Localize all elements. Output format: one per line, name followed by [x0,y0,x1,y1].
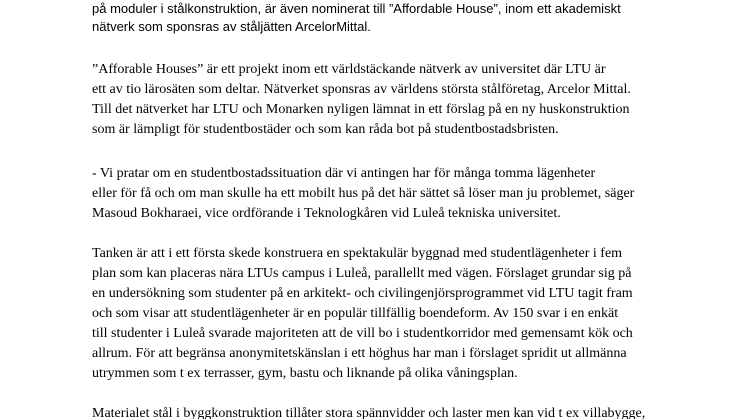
paragraph-quote [92,164,712,224]
text-line: ett av tio lärosäten som deltar. Nätverket sponsras av världens största stålföretag, Arcelor Mittal. [92,82,631,97]
paragraph-affordable-houses [92,60,712,140]
text-line: ”Afforable Houses” är ett projekt inom ett världstäckande nätverk av universitet där LTU är [92,62,606,77]
text-line: Tanken är att i ett första skede konstruera en spektakulär byggnad med studentlägenheter i fem [92,246,623,261]
text-line: och som visar att studentlägenheter är en populär tillfällig boendeform. Av 150 svar i en enkät [92,306,619,321]
text-line: - Vi pratar om en studentbostadssituation där vi antingen har för många tomma lägenheter [92,166,596,181]
text-line: eller för få och om man skulle ha ett mobilt hus på det här sättet så löser man ju problemet, säger [92,186,635,201]
paragraph-plan [92,244,712,384]
text-line: Materialet stål i byggkonstruktion tillåter stora spännvidder och laster men kan vid t ex villabygge, [92,406,646,419]
text-line: en undersökning som studenter på en arkitekt- och civilingenjörsprogrammet vid LTU tagit fram [92,286,633,301]
text-line: som är lämpligt för studentbostäder och som kan råda bot på studentbostadsbristen. [92,122,559,137]
text-line: till studenter i Luleå svarade majoriteten att de vill bo i studentkorridor med gemensamt kök och [92,326,633,341]
intro-text [92,0,712,36]
text-line: utrymmen som t ex terrasser, gym, bastu och liknande på olika våningsplan. [92,366,518,381]
text-line: Till det nätverket har LTU och Monarken nyligen lämnat in ett förslag på en ny huskonstruktion [92,102,630,117]
text-line: Masoud Bokharaei, vice ordförande i Teknologkåren vid Luleå tekniska universitet. [92,206,561,221]
text-line: plan som kan placeras nära LTUs campus i Luleå, parallellt med vägen. Förslaget grundar sig på [92,266,632,281]
text-line: på moduler i stålkonstruktion, är även nominerat till ”Affordable House”, inom ett akademiskt [92,1,621,16]
paragraph-material [92,404,712,419]
text-line: allrum. För att begränsa anonymitetskänslan i ett höghus har man i förslaget spridit ut allmänna [92,346,627,361]
text-line: nätverk som sponsras av ståljätten ArcelorMittal. [92,19,371,34]
